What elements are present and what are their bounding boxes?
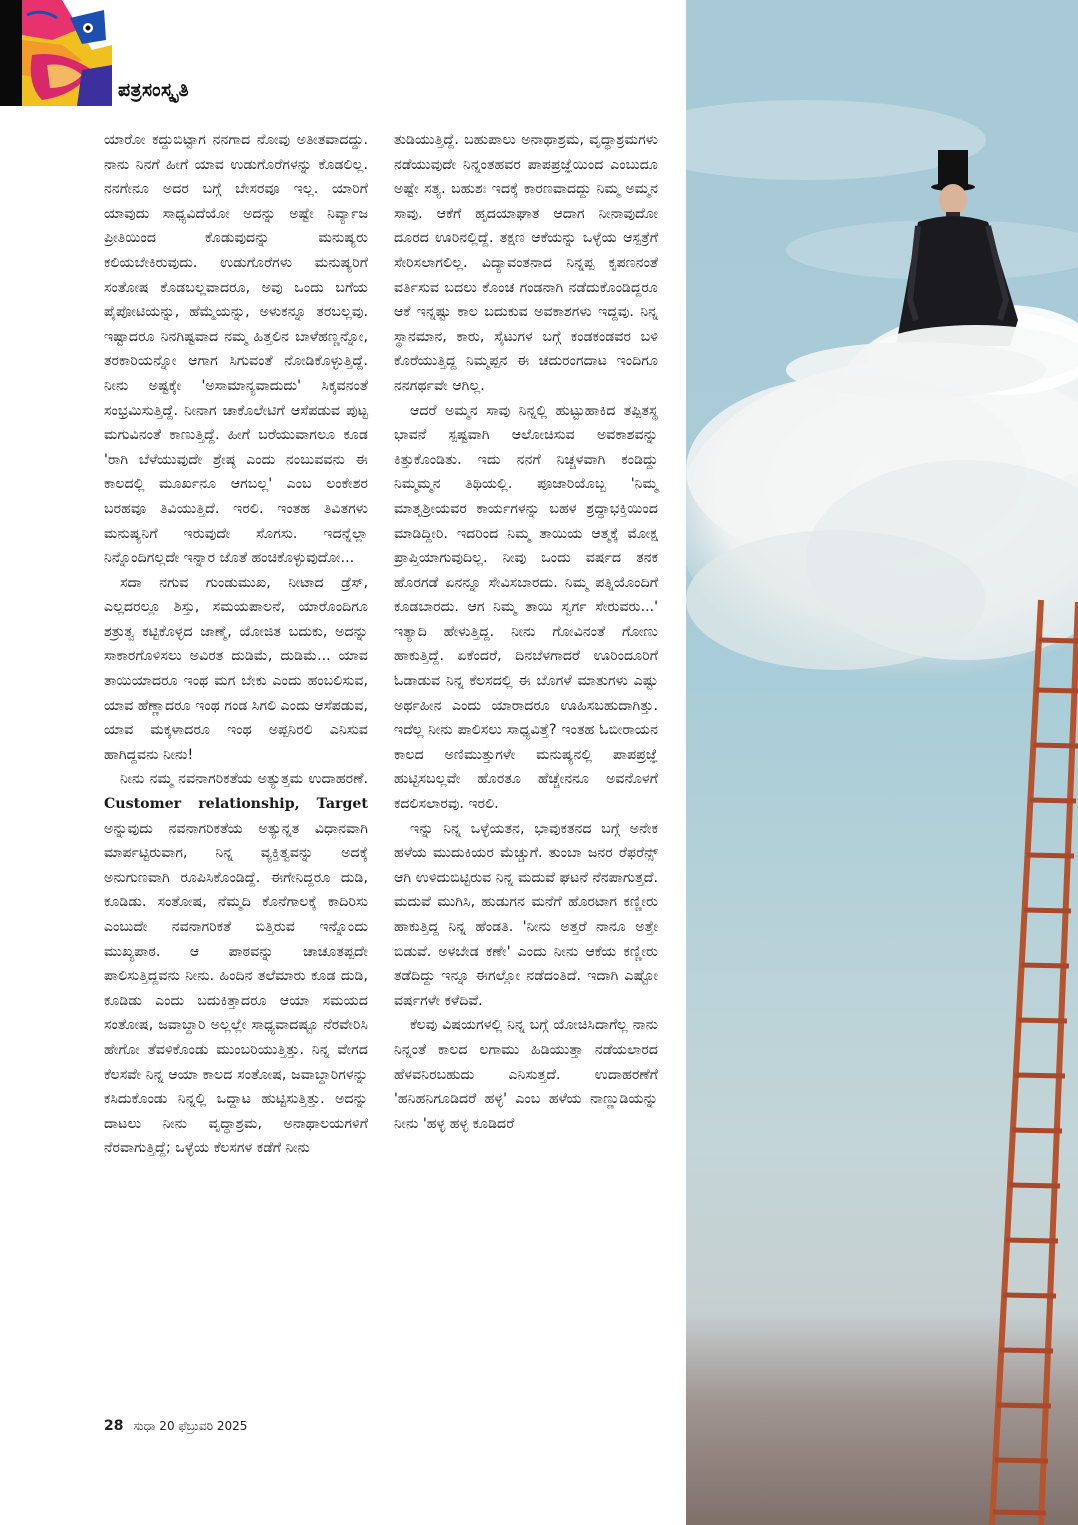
page-number: 28 — [104, 1418, 124, 1434]
page-footer — [104, 1418, 247, 1434]
face-illustration-icon — [22, 0, 112, 106]
paragraph-text: ನೀನು ನಮ್ಮ ನವನಾಗರಿಕತೆಯ ಅತ್ಯುತ್ತಮ ಉದಾಹರಣೆ. — [120, 771, 368, 788]
paragraph-text: ರೂಪಿಸಿಕೊಂಡಿದ್ದೆ. ಈಗೇನಿದ್ದರೂ ದುಡಿ, ಕೂಡಿಡು. ಸಂತೋಷ, ನೆಮ್ಮದಿ ಕೊನೆಗಾಲಕ್ಕೆ ಕಾದಿರಿಸು ಎಂಬುದೇ ನವನಾಗರಿಕತೆ ಬಿತ್ತಿರುವ ಇನ್ನೊಂದು ಮುಖ್ಯಪಾಠ. ಆ ಪಾಠವನ್ನು ಚಾಚೂತಪ್ಪದೇ ಪಾಲಿಸುತ್ತಿದ್ದವನು ನೀನು. ಹಿಂದಿನ ತಲೆಮಾರು ಕೂಡ ದುಡಿ, ಕೂಡಿಡು ಎಂದು ಬದುಕಿತ್ತಾದರೂ ಆಯಾ ಸಮಯದ ಸಂತೋಷ, ಜವಾಬ್ದಾರಿ ಅಲ್ಲಲ್ಲೇ ಸಾಧ್ಯವಾದಷ್ಟೂ ನೆರವೇರಿಸಿ ಹೇಗೋ ತೆವಳಿಕೊಂಡು ಮುಂಬರಿಯುತ್ತಿತ್ತು. ನಿನ್ನ ವೇಗದ ಕೆಲಸವೇ ನಿನ್ನ ಆಯಾ ಕಾಲದ ಸಂತೋಷ, ಜವಾಬ್ದಾರಿಗಳನ್ನು ಕಸಿದುಕೊಂಡು ನಿನ್ನಲ್ಲಿ ಒದ್ದಾಟ ಹುಟ್ಟಿಸುತ್ತಿತ್ತು. ಅದನ್ನು ದಾಟಲು ನೀನು ವೃದ್ಧಾಶ್ರಮ, ಅನಾಥಾಲಯಗಳಿಗೆ ನೆರವಾಗುತ್ತಿದ್ದೆ; ಒಳ್ಳೆಯ ಕೆಲಸಗಳ ಕಡೆಗೆ ನೀನು — [104, 869, 368, 1157]
article-column-1 — [104, 128, 368, 1161]
paragraph: ಕೆಲವು ವಿಷಯಗಳಲ್ಲಿ ನಿನ್ನ ಬಗ್ಗೆ ಯೋಚಿಸಿದಾಗೆಲ್ಲ ನಾನು ನಿನ್ನಂತೆ ಕಾಲದ ಲಗಾಮು ಹಿಡಿಯುತ್ತಾ ನಡೆಯಲಾರದ ಹೆಳವನಿರಬಹುದು ಎನಿಸುತ್ತದೆ. ಉದಾಹರಣೆಗೆ 'ಹನಿಹನಿಗೂಡಿದರೆ ಹಳ್ಳ' ಎಂಬ ಹಳೆಯ ನಾಣ್ಣುಡಿಯನ್ನು ನೀನು 'ಹಳ್ಳ ಹಳ್ಳ ಕೂಡಿದರೆ — [394, 1017, 658, 1132]
paragraph-with-english — [104, 767, 368, 1161]
paragraph: ತುಡಿಯುತ್ತಿದ್ದೆ. ಬಹುಪಾಲು ಅನಾಥಾಶ್ರಮ, ವೃದ್ಧಾಶ್ರಮಗಳು ನಡೆಯುವುದೇ ನಿನ್ನಂತಹವರ ಪಾಪಪ್ರಜ್ಞೆಯಿಂದ ಎಂಬುದೂ ಅಷ್ಟೇ ಸತ್ಯ. ಬಹುಶಃ ಇದಕ್ಕೆ ಕಾರಣವಾದದ್ದು ನಿಮ್ಮ ಅಮ್ಮನ ಸಾವು. ಆಕೆಗೆ ಹೃದಯಾಘಾತ ಆದಾಗ ನೀನಾವುದೋ ದೂರದ ಊರಿನಲ್ಲಿದ್ದೆ. ತಕ್ಷಣ ಆಕೆಯನ್ನು ಒಳ್ಳೆಯ ಆಸ್ಪತ್ರೆಗೆ ಸೇರಿಸಲಾಗಲಿಲ್ಲ. ವಿದ್ಯಾವಂತನಾದ ನಿನ್ನಪ್ಪ ಕೃಪಣನಂತೆ ವರ್ತಿಸುವ ಬದಲು ಕೊಂಚ ಗಂಡನಾಗಿ ನಡೆದುಕೊಂಡಿದ್ದರೂ ಆಕೆ ಇನ್ನಷ್ಟು ಕಾಲ ಬದುಕುವ ಅವಕಾಶಗಳು ಇದ್ದವು. ನಿನ್ನ ಸ್ಥಾನಮಾನ, ಕಾರು, ಸೈಟುಗಳ ಬಗ್ಗೆ ಕಂಡಕಂಡವರ ಬಳಿ ಕೊರೆಯುತ್ತಿದ್ದ ನಿಮ್ಮಪ್ಪನ ಈ ಚದುರಂಗದಾಟ ಇಂದಿಗೂ ನನಗರ್ಥವೇ ಆಗಿಲ್ಲ. — [394, 132, 658, 394]
paragraph: ಯಾರೋ ಕದ್ದುಬಿಟ್ಟಾಗ ನನಗಾದ ನೋವು ಅತೀತವಾದದ್ದು. ನಾನು ನಿನಗೆ ಹೀಗೆ ಯಾವ ಉಡುಗೊರೆಗಳನ್ನು ಕೊಡಲಿಲ್ಲ. ನನಗೇನೂ ಅದರ ಬಗ್ಗೆ ಬೇಸರವೂ ಇಲ್ಲ. ಯಾರಿಗೆ ಯಾವುದು ಸಾಧ್ಯವಿದೆಯೋ ಅದನ್ನು ಅಷ್ಟೇ ನಿರ್ವ್ಯಾಜ ಪ್ರೀತಿಯಿಂದ ಕೊಡುವುದನ್ನು ಮನುಷ್ಯರು ಕಲಿಯಬೇಕಿರುವುದು. ಉಡುಗೊರೆಗಳು ಮನುಷ್ಯರಿಗೆ ಸಂತೋಷ ಕೊಡಬಲ್ಲವಾದರೂ, ಅವು ಒಂದು ಬಗೆಯ ಪೈಪೋಟಿಯನ್ನು, ಹೆಮ್ಮೆಯನ್ನು, ಅಳುಕನ್ನೂ ತರಬಲ್ಲವು. ಇಷ್ಟಾದರೂ ನಿನಗಿಷ್ಟವಾದ ನಮ್ಮ ಹಿತ್ತಲಿನ ಬಾಳೆಹಣ್ಣನ್ನೋ, ತರಕಾರಿಯನ್ನೋ ಆಗಾಗ ಸಿಗುವಂತೆ ನೋಡಿಕೊಳ್ಳುತ್ತಿದ್ದೆ. ನೀನು ಅಷ್ಟಕ್ಕೇ 'ಅಸಾಮಾನ್ಯವಾದುದು' ಸಿಕ್ಕವನಂತೆ ಸಂಭ್ರಮಿಸುತ್ತಿದ್ದೆ. ನೀನಾಗ ಚಾಕೊಲೇಟಿಗೆ ಆಸೆಪಡುವ ಪುಟ್ಟ ಮಗುವಿನಂತೆ ಕಾಣುತ್ತಿದ್ದೆ. ಹೀಗೆ ಬರೆಯುವಾಗಲೂ ಕೂಡ 'ರಾಗಿ ಬೆಳೆಯುವುದೇ ಶ್ರೇಷ್ಠ ಎಂದು ನಂಬುವವನು ಈ ಕಾಲದಲ್ಲಿ ಮೂರ್ಖನೂ ಆಗಬಲ್ಲ' ಎಂಬ ಲಂಕೇಶರ ಬರಹವೂ ತಿವಿಯುತ್ತಿದೆ. ಇರಲಿ. ಇಂತಹ ತಿವಿತಗಳು ಮನುಷ್ಯನಿಗೆ ಇರುವುದೇ ಸೊಗಸು. ಇದನ್ನೆಲ್ಲಾ ನಿನ್ನೊಂದಿಗಲ್ಲದೇ ಇನ್ನಾರ ಜೊತೆ ಹಂಚಿಕೊಳ್ಳುವುದೋ... — [104, 132, 368, 567]
paragraph-text: ಅನ್ನುವುದು ನವನಾಗರಿಕತೆಯ ಅತ್ಯುನ್ನತ ವಿಧಾನವಾಗಿ ಮಾರ್ಪಟ್ಟಿರುವಾಗ, ನಿನ್ನ ವ್ಯಕ್ತಿತ್ವವನ್ನು ಅದಕ್ಕೆ ಅನುಗುಣವಾಗಿ — [104, 820, 368, 886]
sky-scene-illustration — [686, 0, 1078, 1525]
illustration — [686, 0, 1078, 1525]
english-phrase: Customer relationship, Target — [104, 796, 368, 813]
section-logo — [0, 0, 112, 106]
paragraph: ಆದರೆ ಅಮ್ಮನ ಸಾವು ನಿನ್ನಲ್ಲಿ ಹುಟ್ಟುಹಾಕಿದ ತಪ್ಪಿತಸ್ಥ ಭಾವನೆ ಸ್ಪಷ್ಟವಾಗಿ ಆಲೋಚಿಸುವ ಅವಕಾಶವನ್ನು ಕಿತ್ತುಕೊಂಡಿತು. ಇದು ನನಗೆ ನಿಚ್ಚಳವಾಗಿ ಕಂಡಿದ್ದು ನಿಮ್ಮಮ್ಮನ ತಿಥಿಯಲ್ಲಿ. ಪೂಜಾರಿಯೊಬ್ಬ 'ನಿಮ್ಮ ಮಾತೃಶ್ರೀಯವರ ಕಾರ್ಯಗಳನ್ನು ಬಹಳ ಶ್ರದ್ಧಾಭಕ್ತಿಯಿಂದ ಮಾಡಿದ್ದೀರಿ. ಇದರಿಂದ ನಿಮ್ಮ ತಾಯಿಯ ಆತ್ಮಕ್ಕೆ ಮೋಕ್ಷ ಪ್ರಾಪ್ತಿಯಾಗುವುದಿಲ್ಲ. ನೀವು ಒಂದು ವರ್ಷದ ತನಕ ಹೊರಗಡೆ ಏನನ್ನೂ ಸೇವಿಸಬಾರದು. ನಿಮ್ಮ ಪತ್ನಿಯೊಂದಿಗೆ ಕೂಡಬಾರದು. ಆಗ ನಿಮ್ಮ ತಾಯಿ ಸ್ವರ್ಗ ಸೇರುವರು...' ಇತ್ಯಾದಿ ಹೇಳುತ್ತಿದ್ದ. ನೀನು ಗೋವಿನಂತೆ ಗೋಣು ಹಾಕುತ್ತಿದ್ದೆ. ಏಕೆಂದರೆ, ದಿನಬೆಳಗಾದರೆ ಊರಿಂದೂರಿಗೆ ಓಡಾಡುವ ನಿನ್ನ ಕೆಲಸದಲ್ಲಿ ಈ ಬೊಗಳೆ ಮಾತುಗಳು ಎಷ್ಟು ಅರ್ಥಹೀನ ಎಂದು ಯಾರಾದರೂ ಊಹಿಸಬಹುದಾಗಿತ್ತು. ಇದೆಲ್ಲ ನೀನು ಪಾಲಿಸಲು ಸಾಧ್ಯವಿತ್ತೆ? ಇಂತಹ ಓಬೀರಾಯನ ಕಾಲದ ಅಣಿಮುತ್ತುಗಳೇ ಮನುಷ್ಯನಲ್ಲಿ ಪಾಪಪ್ರಜ್ಞೆ ಹುಟ್ಟಿಸಬಲ್ಲವೇ ಹೊರತೂ ಹೆಚ್ಚೇನನೂ ಅವನೊಳಗೆ ಕದಲಿಸಲಾರವು. ಇರಲಿ. — [394, 402, 658, 813]
paragraph: ಇನ್ನು ನಿನ್ನ ಒಳ್ಳೆಯತನ, ಭಾವುಕತನದ ಬಗ್ಗೆ ಅನೇಕ ಹಳೆಯ ಮುದುಕಿಯರ ಮೆಚ್ಚುಗೆ. ತುಂಬಾ ಜನರ ರೆಫರೆನ್ಸ್ ಆಗಿ ಉಳಿದುಬಿಟ್ಟಿರುವ ನಿನ್ನ ಮದುವೆ ಘಟನೆ ನೆನಪಾಗುತ್ತದೆ. ಮದುವೆ ಮುಗಿಸಿ, ಹುಡುಗನ ಮನೆಗೆ ಹೊರಟಾಗ ಕಣ್ಣೀರು ಹಾಕುತ್ತಿದ್ದ ನಿನ್ನ ಹೆಂಡತಿ. 'ನೀನು ಅತ್ತರೆ ನಾನೂ ಅತ್ತೇ ಬಿಡುವೆ. ಅಳಬೇಡ ಕಣೇ' ಎಂದು ನೀನು ಆಕೆಯ ಕಣ್ಣೀರು ತಡೆದಿದ್ದು ಇನ್ನೂ ಈಗಲ್ಲೋ ನಡೆದಂತಿದೆ. ಇದಾಗಿ ಎಷ್ಟೋ ವರ್ಷಗಳೇ ಕಳೆದಿವೆ. — [394, 820, 658, 1009]
article-column-2 — [394, 128, 658, 1136]
publication-info: ಸುಧಾ 20 ಫೆಬ್ರುವರಿ 2025 — [133, 1419, 248, 1433]
paragraph: ಸದಾ ನಗುವ ಗುಂಡುಮುಖ, ನೀಟಾದ ಡ್ರೆಸ್, ಎಲ್ಲದರಲ್ಲೂ ಶಿಸ್ತು, ಸಮಯಪಾಲನೆ, ಯಾರೊಂದಿಗೂ ಶತ್ರುತ್ವ ಕಟ್ಟಿಕೊಳ್ಳದ ಜಾಣ್ಮೆ, ಯೋಜಿತ ಬದುಕು, ಅದನ್ನು ಸಾಕಾರಗೊಳಿಸಲು ಅವಿರತ ದುಡಿಮೆ, ದುಡಿಮೆ... ಯಾವ ತಾಯಿಯಾದರೂ ಇಂಥ ಮಗ ಬೇಕು ಎಂದು ಹಂಬಲಿಸುವ, ಯಾವ ಹೆಣ್ಣಾದರೂ ಇಂಥ ಗಂಡ ಸಿಗಲಿ ಎಂದು ಆಸೆಪಡುವ, ಯಾವ ಮಕ್ಕಳಾದರೂ ಇಂಥ ಅಪ್ಪನಿರಲಿ ಎನಿಸುವ ಹಾಗಿದ್ದವನು ನೀನು! — [104, 574, 368, 763]
section-title: ಪತ್ರಸಂಸ್ಕೃತಿ — [118, 79, 190, 101]
